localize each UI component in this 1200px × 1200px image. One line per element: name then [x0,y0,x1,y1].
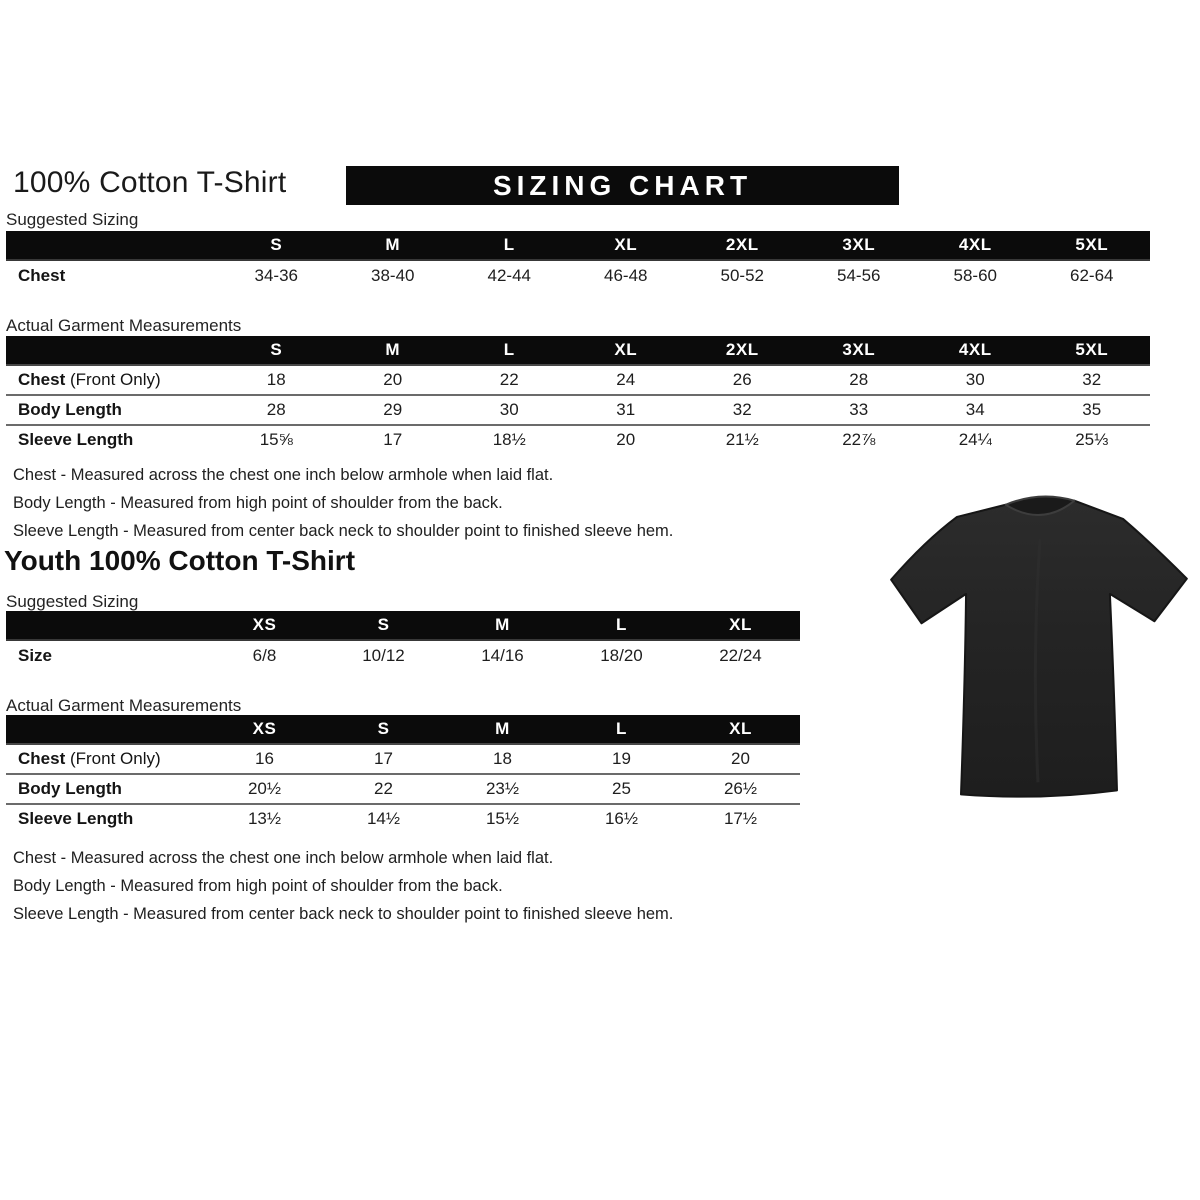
column-header: M [443,715,562,744]
row-label-text: Chest [18,370,66,389]
cell: 30 [451,395,568,425]
row-label-text: Body Length [18,779,122,798]
cell: 34-36 [218,260,335,290]
table-row [6,640,800,670]
cell: 20 [568,425,685,454]
column-header: XS [205,611,324,640]
table-row [6,804,800,833]
note-body-length: Body Length - Measured from high point of shoulder from the back. [13,877,503,895]
column-header: XL [681,611,800,640]
cell: 62-64 [1034,260,1151,290]
table-row [6,395,1150,425]
column-header: 4XL [917,231,1034,260]
cell: 17 [335,425,452,454]
cell: 25⅓ [1034,425,1151,454]
youth-suggested-label: Suggested Sizing [6,592,139,611]
column-header: M [443,611,562,640]
cell: 24¼ [917,425,1034,454]
cell: 21½ [684,425,801,454]
column-header: 5XL [1034,336,1151,365]
adult-suggested-table [6,231,1150,290]
column-header: S [218,231,335,260]
cell: 23½ [443,774,562,804]
cell: 24 [568,365,685,395]
cell: 15⅝ [218,425,335,454]
cell: 46-48 [568,260,685,290]
cell: 26 [684,365,801,395]
cell: 19 [562,744,681,774]
youth-measurement-notes [13,844,673,928]
row-label-suffix: (Front Only) [69,370,161,389]
header-spacer [6,715,205,744]
column-header: 5XL [1034,231,1151,260]
cell: 32 [1034,365,1151,395]
cell: 17 [324,744,443,774]
table-row [6,260,1150,290]
column-header: 2XL [684,231,801,260]
cell: 18/20 [562,640,681,670]
note-sleeve-length: Sleeve Length - Measured from center back neck to shoulder point to finished sleeve hem. [13,522,674,540]
cell: 16½ [562,804,681,833]
header-spacer [6,231,218,260]
cell: 58-60 [917,260,1034,290]
cell: 38-40 [335,260,452,290]
column-header: XS [205,715,324,744]
column-header: XL [568,336,685,365]
row-label [6,744,205,774]
cell: 28 [801,365,918,395]
tshirt-image [880,478,1200,808]
cell: 13½ [205,804,324,833]
adult-actual-table [6,336,1150,454]
row-label [6,365,218,395]
row-label-text: Body Length [18,400,122,419]
cell: 15½ [443,804,562,833]
cell: 35 [1034,395,1151,425]
cell: 10/12 [324,640,443,670]
table-header-row [6,611,800,640]
column-header: M [335,231,452,260]
adult-title: 100% Cotton T-Shirt [13,166,287,199]
cell: 54-56 [801,260,918,290]
cell: 26½ [681,774,800,804]
row-label [6,804,205,833]
adult-suggested-label: Suggested Sizing [6,210,139,229]
cell: 17½ [681,804,800,833]
cell: 18 [218,365,335,395]
cell: 14/16 [443,640,562,670]
cell: 42-44 [451,260,568,290]
column-header: XL [568,231,685,260]
column-header: L [451,231,568,260]
cell: 31 [568,395,685,425]
column-header: XL [681,715,800,744]
column-header: L [562,611,681,640]
column-header: 3XL [801,336,918,365]
row-label: Chest [6,260,218,290]
column-header: 2XL [684,336,801,365]
column-header: L [562,715,681,744]
row-label [6,425,218,454]
cell: 22/24 [681,640,800,670]
youth-title: Youth 100% Cotton T-Shirt [4,545,356,576]
table-row [6,365,1150,395]
cell: 33 [801,395,918,425]
youth-actual-table [6,715,800,833]
cell: 22⅞ [801,425,918,454]
table-header-row [6,715,800,744]
column-header: S [324,611,443,640]
cell: 6/8 [205,640,324,670]
header-spacer [6,336,218,365]
column-header: S [324,715,443,744]
cell: 20 [681,744,800,774]
cell: 14½ [324,804,443,833]
column-header: 4XL [917,336,1034,365]
note-chest: Chest - Measured across the chest one inch below armhole when laid flat. [13,466,554,484]
cell: 22 [324,774,443,804]
column-header: 3XL [801,231,918,260]
row-label-suffix: (Front Only) [69,749,161,768]
cell: 18½ [451,425,568,454]
cell: 32 [684,395,801,425]
sizing-chart-banner: SIZING CHART [346,166,899,205]
row-label: Size [6,640,205,670]
youth-actual-label: Actual Garment Measurements [6,696,242,715]
row-label [6,395,218,425]
youth-suggested-table [6,611,800,670]
adult-actual-label: Actual Garment Measurements [6,316,242,335]
cell: 18 [443,744,562,774]
column-header: M [335,336,452,365]
cell: 25 [562,774,681,804]
row-label-text: Chest [18,749,66,768]
row-label-text: Sleeve Length [18,809,134,828]
cell: 34 [917,395,1034,425]
column-header: S [218,336,335,365]
note-sleeve-length: Sleeve Length - Measured from center back neck to shoulder point to finished sleeve hem. [13,905,674,923]
table-row [6,425,1150,454]
table-row [6,774,800,804]
cell: 20½ [205,774,324,804]
table-header-row [6,231,1150,260]
cell: 20 [335,365,452,395]
column-header: L [451,336,568,365]
adult-measurement-notes [13,461,673,545]
cell: 29 [335,395,452,425]
cell: 30 [917,365,1034,395]
cell: 28 [218,395,335,425]
cell: 22 [451,365,568,395]
header-spacer [6,611,205,640]
note-body-length: Body Length - Measured from high point of shoulder from the back. [13,494,503,512]
row-label-text: Sleeve Length [18,430,134,449]
table-row [6,744,800,774]
cell: 16 [205,744,324,774]
note-chest: Chest - Measured across the chest one inch below armhole when laid flat. [13,849,554,867]
row-label [6,774,205,804]
cell: 50-52 [684,260,801,290]
table-header-row [6,336,1150,365]
